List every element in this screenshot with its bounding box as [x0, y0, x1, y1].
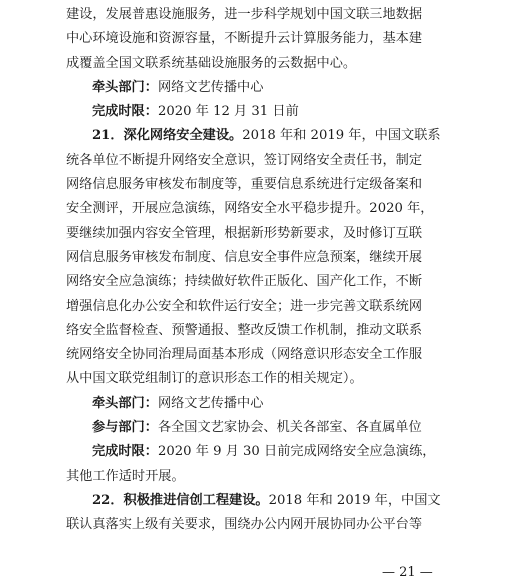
item21-title: 21．深化网络安全建设。	[92, 128, 243, 144]
item22-heading-line	[66, 489, 441, 513]
text-line: 络安全监督检查、预警通报、整改反馈工作机制，推动文联系	[66, 322, 423, 338]
item22-title: 22．积极推进信创工程建设。	[92, 492, 269, 508]
item21-participating-departments	[66, 416, 438, 440]
lead-value: 网络文艺传播中心	[157, 79, 264, 95]
text-line: 建设，发展普惠设施服务，进一步科学规划中国文联三地数据	[66, 7, 423, 22]
lead-label: 牵头部门：	[92, 395, 158, 411]
text-line: 中心环境设施和资源容量，不断提升云计算服务能力，基本建	[66, 31, 423, 47]
text-line: 网信息服务审核发布制度、信息安全事件应急预案，继续开展	[66, 249, 423, 265]
lead-label: 牵头部门：	[92, 79, 158, 95]
deadline-value: 2020 年 9 月 30 日前完成网络安全应急演练，	[157, 444, 436, 460]
text-line: 增强信息化办公安全和软件运行安全；进一步完善文联系统网	[66, 298, 423, 314]
text-line: 网络信息服务审核发布制度等，重要信息系统进行定级备案和	[66, 177, 423, 193]
deadline-value: 2020 年 12 月 31 日前	[157, 104, 299, 120]
item20-lead-department	[66, 76, 438, 100]
text-line: 从中国文联党组制订的意识形态工作的相关规定）。	[66, 371, 363, 387]
text-line: 网络安全应急演练；持续做好软件正版化、国产化工作，不断	[66, 274, 423, 290]
text-line: 统各单位不断提升网络安全意识，签订网络安全责任书，制定	[66, 152, 423, 168]
item20-deadline	[66, 100, 438, 124]
text-line: 安全测评，开展应急演练，网络安全水平稳步提升。2020 年，	[66, 201, 434, 217]
text-line: 成覆盖全国文联系统基础设施服务的云数据中心。	[66, 55, 357, 71]
item21-deadline	[66, 440, 438, 464]
text-line: 要继续加强内容安全管理，根据新形势新要求，及时修订互联	[66, 225, 423, 241]
deadline-label: 完成时限：	[92, 444, 158, 460]
item21-first-line: 2018 年和 2019 年，中国文联系	[242, 128, 441, 144]
deadline-label: 完成时限：	[92, 104, 158, 120]
lead-value: 网络文艺传播中心	[157, 395, 264, 411]
participate-value: 各全国文艺家协会、机关各部室、各直属单位	[157, 420, 422, 436]
participate-label: 参与部门：	[92, 420, 158, 436]
text-line: 联认真落实上级有关要求，围绕办公内网开展协同办公平台等	[66, 517, 423, 533]
text-line: 统网络安全协同治理局面基本形成（网络意识形态安全工作服	[66, 347, 423, 363]
page-number: — 21 —	[382, 565, 433, 580]
document-body	[66, 3, 441, 538]
item21-heading-line	[66, 124, 441, 148]
item21-lead-department	[66, 392, 438, 416]
item22-first-line: 2018 年和 2019 年，中国文	[268, 492, 441, 508]
text-line: 其他工作适时开展。	[66, 468, 185, 484]
